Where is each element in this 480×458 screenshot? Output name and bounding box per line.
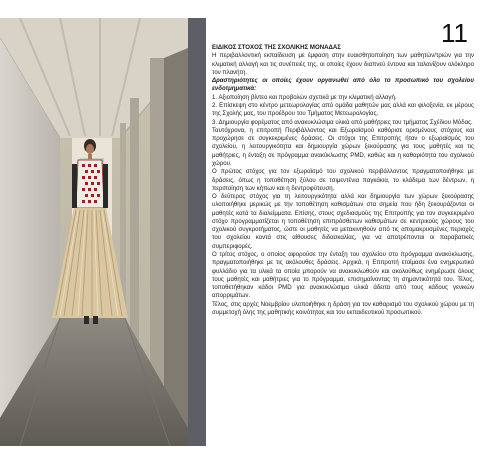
article-column (212, 18, 474, 448)
activity-item-3: 3. Δημιουργία φορέματος από ανακυκλώσιμα υλικά από μαθήτριες του τμήματος Σχέδιου Μόδας. (212, 118, 473, 126)
page-number: 11 (441, 18, 468, 48)
article-body (212, 44, 474, 317)
body-paragraph-4: Ο τρίτος στόχος, ο οποίος αφορούσε την ένταξη του σχολείου στο πρόγραμμα ανακύκλωσης, πραγματοποιήθηκε με τις ακόλουθες δράσεις. Αρχικά, η Επιτροπή ετοίμασε ένα ενημερωτικό φυλλάδιο για τα υλικά τα οποία μπορούν να ανακυκλωθούν και ακολούθως ενημέρωσε όλους τους μαθητές και μαθήτριες για το πρόγραμμα, επισημαίνοντας τη σημαντικότητά του. Τέλος, τοποθετήθηκαν κάδοι PMD για ανακυκλώσιμα υλικά άδειτα από τους κάδους γενικών απορριμάτων. (212, 251, 474, 300)
body-paragraph-2: Ο πρώτος στόχος για τον εξωραϊσμό του σχολικού περιβάλλοντος πραγματοποιήθηκε με δράσεις, όπως η τοποθέτηση ξύλου σε τσιμεντένια παγκάκια, το κλάδεμα των δέντρων, η περιποίηση των κήπων και η δεντροφύτευση. (212, 168, 474, 192)
photo-frame (0, 18, 206, 446)
intro-paragraph: Η περιβαλλοντική εκπαίδευση με έμφαση στην ευαισθητοποίηση των μαθητών/τριών για την κλιματική αλλαγή και τις συνέπειές της, οι οποίες έχουν διαπνεύ έντονα και ταλανίζουν ολόκληρο τον πλανήτη. (212, 52, 474, 76)
activities-subheading: Δραστηριότητες οι οποίες έχουν οργανωθεί από όλο το προσωπικό του σχολείου ενδοτμηματικά: (212, 77, 474, 93)
body-paragraph-3: Ο δεύτερος στόχος για τη λειτουργικότητα αλλά και δημιουργία των χώρων ξεκούρασης υλοποιήθηκε μερικώς με την τοποθέτηση καθισμάτων στα σημεία που ήδη ξεκουράζονται οι μαθητές κατά τα διαλείμματα. Επίσης, στους σχεδιασμούς της Επιτροπής για τον συγκεκριμένο στόχο προγραμματίζεται η τοποθέτηση επιπρόσθετων καθισμάτων σε κεντρικούς χώρους του σχολικού συγκροτήματος, ώστε οι μαθητές να μετακινηθούν από τις απομακρυσμένες περιοχές του σχολείου κοντά στις αίθουσες διδασκαλίας, για να αποτρέπονται οι παραβατικές συμπεριφορές. (212, 193, 474, 250)
activity-item-1: 1. Αξιοποίηση βίντεο και προβολών σχετικά με την κλιματική αλλαγή. (212, 93, 397, 101)
fashion-photo (0, 18, 188, 446)
section-heading: ΕΙΔΙΚΟΣ ΣΤΟΧΟΣ ΤΗΣ ΣΧΟΛΙΚΗΣ ΜΟΝΑΔΑΣ (212, 44, 341, 51)
body-paragraph-1: Ταυτόχρονα, η επιτροπή Περιβάλλοντος και Εξωραϊσμού καθόρισε ορισμένους στόχους και προχώρησε σε συγκεκριμένες δράσεις. Οι στόχοι της Επιτροπής ήταν ο εξωραϊσμός του σχολείου, η λειτουργικότητα και δημιουργία χώρων ξεκούρασης για τους μαθητές και τις μαθήτριες, η ένταξη σε πρόγραμμα ανακύκλωσης PMD, καθώς και η καθαριότητα του σχολικού χώρου. (212, 126, 474, 167)
body-paragraph-5: Τέλος, στις αρχές Νοεμβρίου υλοποιήθηκε η δράση για τον καθαρισμό του σχολικού χώρου με τη συμμετοχή όλης της μαθητικής κοινότητας και του εκπαιδευτικού προσωπικού. (212, 300, 474, 316)
activity-item-2: 2. Επίσκεψη στο κέντρο μετεωρολογίας από ομάδα μαθητών μας αλλά και φιλοξενία, εκ μέρους της Σχολής μας, του προέδρου του Τμήματος Μετεωρολογίας. (212, 101, 474, 118)
